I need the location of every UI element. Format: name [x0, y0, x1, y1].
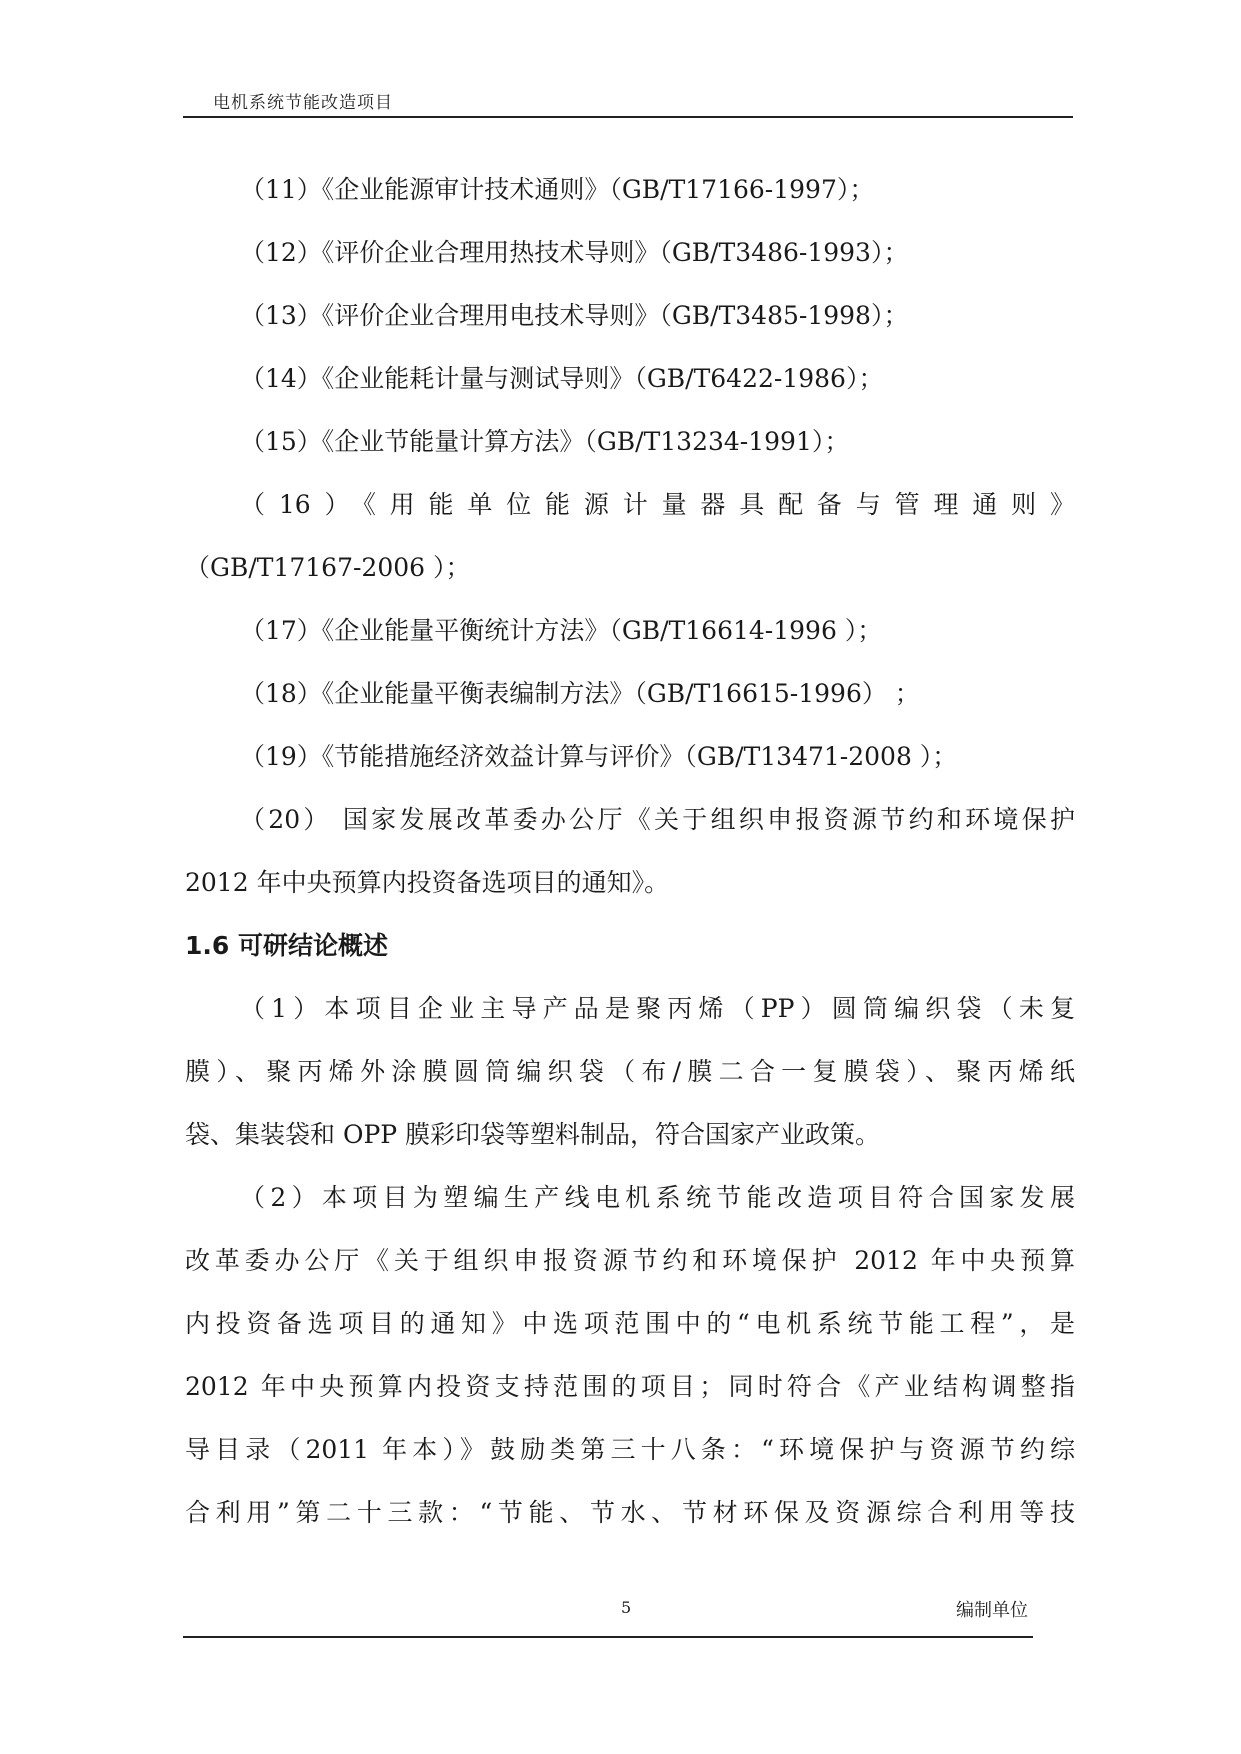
- reference-item-18: （18）《企业能量平衡表编制方法》（GB/T16615-1996） ；: [240, 679, 920, 708]
- reference-item-20: （20） 国家发展改革委办公厅《关于组织申报资源节约和环境保护: [240, 805, 1075, 834]
- conclusion-2-line: 合利用”第二十三款：“节能、节水、节材环保及资源综合利用等技: [185, 1498, 1075, 1527]
- page-header: [183, 78, 1073, 118]
- reference-item-12: （12）《评价企业合理用热技术导则》（GB/T3486-1993）；: [240, 238, 909, 267]
- page-footer: [183, 1590, 1033, 1640]
- reference-item-19: （19）《节能措施经济效益计算与评价》（GB/T13471-2008 ）；: [240, 742, 958, 771]
- reference-item-17: （17）《企业能量平衡统计方法》（GB/T16614-1996 ）；: [240, 616, 883, 645]
- reference-item-11: （11）《企业能源审计技术通则》（GB/T17166-1997）；: [240, 175, 875, 204]
- conclusion-1-line: （1）本项目企业主导产品是聚丙烯（PP）圆筒编织袋（未复: [240, 994, 1075, 1023]
- conclusion-2-line: 内投资备选项目的通知》中选项范围中的“电机系统节能工程”，是: [185, 1309, 1075, 1338]
- header-title: 电机系统节能改造项目: [213, 93, 393, 113]
- footer-rule: [183, 1636, 1033, 1638]
- reference-item-14: （14）《企业能耗计量与测试导则》（GB/T6422-1986）；: [240, 364, 884, 393]
- header-rule: [183, 116, 1073, 118]
- reference-item-15: （15）《企业节能量计算方法》（GB/T13234-1991）；: [240, 427, 850, 456]
- footer-unit: 编制单位: [956, 1600, 1028, 1621]
- reference-item-16-continued: （GB/T17167-2006 ）；: [185, 553, 471, 582]
- conclusion-1-line: 膜）、聚丙烯外涂膜圆筒编织袋（布/膜二合一复膜袋）、聚丙烯纸: [185, 1057, 1075, 1086]
- page-body: [185, 158, 1075, 1544]
- conclusion-2-line: 导目录（2011 年本）》鼓励类第三十八条：“环境保护与资源节约综: [185, 1435, 1075, 1464]
- page-number: 5: [621, 1598, 632, 1617]
- conclusion-2-line: 改革委办公厅《关于组织申报资源节约和环境保护 2012 年中央预算: [185, 1246, 1075, 1275]
- section-heading: 1.6 可研结论概述: [185, 931, 388, 960]
- conclusion-2-line: （2）本项目为塑编生产线电机系统节能改造项目符合国家发展: [240, 1183, 1075, 1212]
- reference-item-20-continued: 2012 年中央预算内投资备选项目的通知》。: [185, 868, 670, 897]
- conclusion-1-line: 袋、集装袋和 OPP 膜彩印袋等塑料制品，符合国家产业政策。: [185, 1120, 881, 1149]
- reference-item-16: （16）《用能单位能源计量器具配备与管理通则》: [240, 490, 1075, 519]
- conclusion-2-line: 2012 年中央预算内投资支持范围的项目；同时符合《产业结构调整指: [185, 1372, 1075, 1401]
- reference-item-13: （13）《评价企业合理用电技术导则》（GB/T3485-1998）；: [240, 301, 909, 330]
